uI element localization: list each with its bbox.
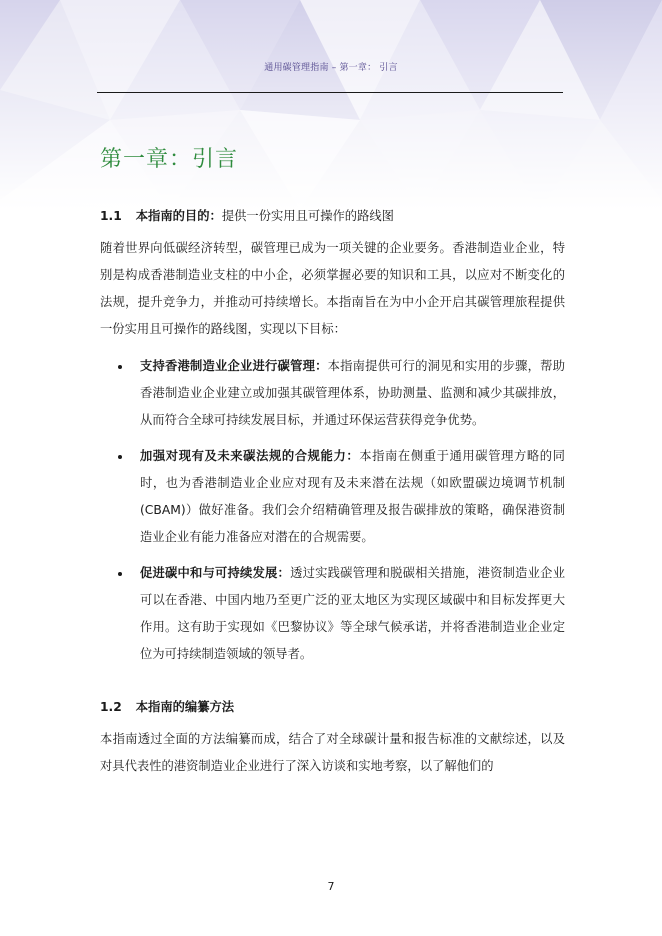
bullet-icon bbox=[118, 365, 122, 369]
bullet-icon bbox=[118, 455, 122, 459]
section-1-1-heading bbox=[100, 205, 565, 227]
list-item-title: 支持香港制造业企业进行碳管理： bbox=[140, 359, 328, 373]
section-number: 1.2 bbox=[100, 700, 122, 714]
list-item-body: 本指南提供可行的洞见和实用的步骤，帮助香港制造业企业建立或加强其碳管理体系，协助测量、监测和减少其碳排放，从而符合全球可持续发展目标，并通过环保运营获得竞争优势。 bbox=[140, 359, 565, 427]
main-content bbox=[100, 205, 565, 780]
list-item-title: 促进碳中和与可持续发展： bbox=[140, 566, 291, 580]
page-number: 7 bbox=[327, 880, 335, 893]
section-title: 本指南的编纂方法 bbox=[135, 700, 235, 714]
section-title-rest: 提供一份实用且可操作的路线图 bbox=[221, 209, 394, 223]
section-1-1-intro: 随着世界向低碳经济转型，碳管理已成为一项关键的企业要务。香港制造业企业，特别是构成香港制造业支柱的中小企，必须掌握必要的知识和工具，以应对不断变化的法规，提升竞争力，并推动可持续增长。本指南旨在为中小企开启其碳管理旅程提供一份实用且可操作的路线图，实现以下目标： bbox=[100, 241, 565, 336]
section-1-2-heading bbox=[100, 696, 565, 718]
header-background-pattern bbox=[0, 0, 662, 210]
running-header: 通用碳管理指南 – 第一章： 引言 bbox=[264, 63, 398, 73]
list-item-title: 加强对现有及未来碳法规的合规能力： bbox=[140, 449, 360, 463]
list-item bbox=[100, 560, 565, 668]
section-title-bold: 本指南的目的： bbox=[135, 209, 222, 223]
header-divider bbox=[97, 92, 563, 93]
list-item bbox=[100, 443, 565, 551]
section-1-2-body: 本指南透过全面的方法编纂而成，结合了对全球碳计量和报告标准的文献综述，以及对具代表性的港资制造业企业进行了深入访谈和实地考察，以了解他们的 bbox=[100, 732, 565, 773]
objectives-list bbox=[100, 353, 565, 668]
list-item-body: 本指南在侧重于通用碳管理方略的同时，也为香港制造业企业应对现有及未来潜在法规（如欧盟碳边境调节机制 (CBAM)）做好准备。我们会介绍精确管理及报告碳排放的策略，确保港资制造业企业有能力准备应对潜在的合规需要。 bbox=[140, 449, 565, 544]
list-item bbox=[100, 353, 565, 434]
section-number: 1.1 bbox=[100, 209, 122, 223]
list-item-body: 透过实践碳管理和脱碳相关措施，港资制造业企业可以在香港、中国内地乃至更广泛的亚太地区为实现区域碳中和目标发挥更大作用。这有助于实现如《巴黎协议》等全球气候承诺，并将香港制造业企业定位为可持续制造领域的领导者。 bbox=[140, 566, 565, 661]
bullet-icon bbox=[118, 572, 122, 576]
chapter-title: 第一章：引言 bbox=[100, 147, 239, 172]
